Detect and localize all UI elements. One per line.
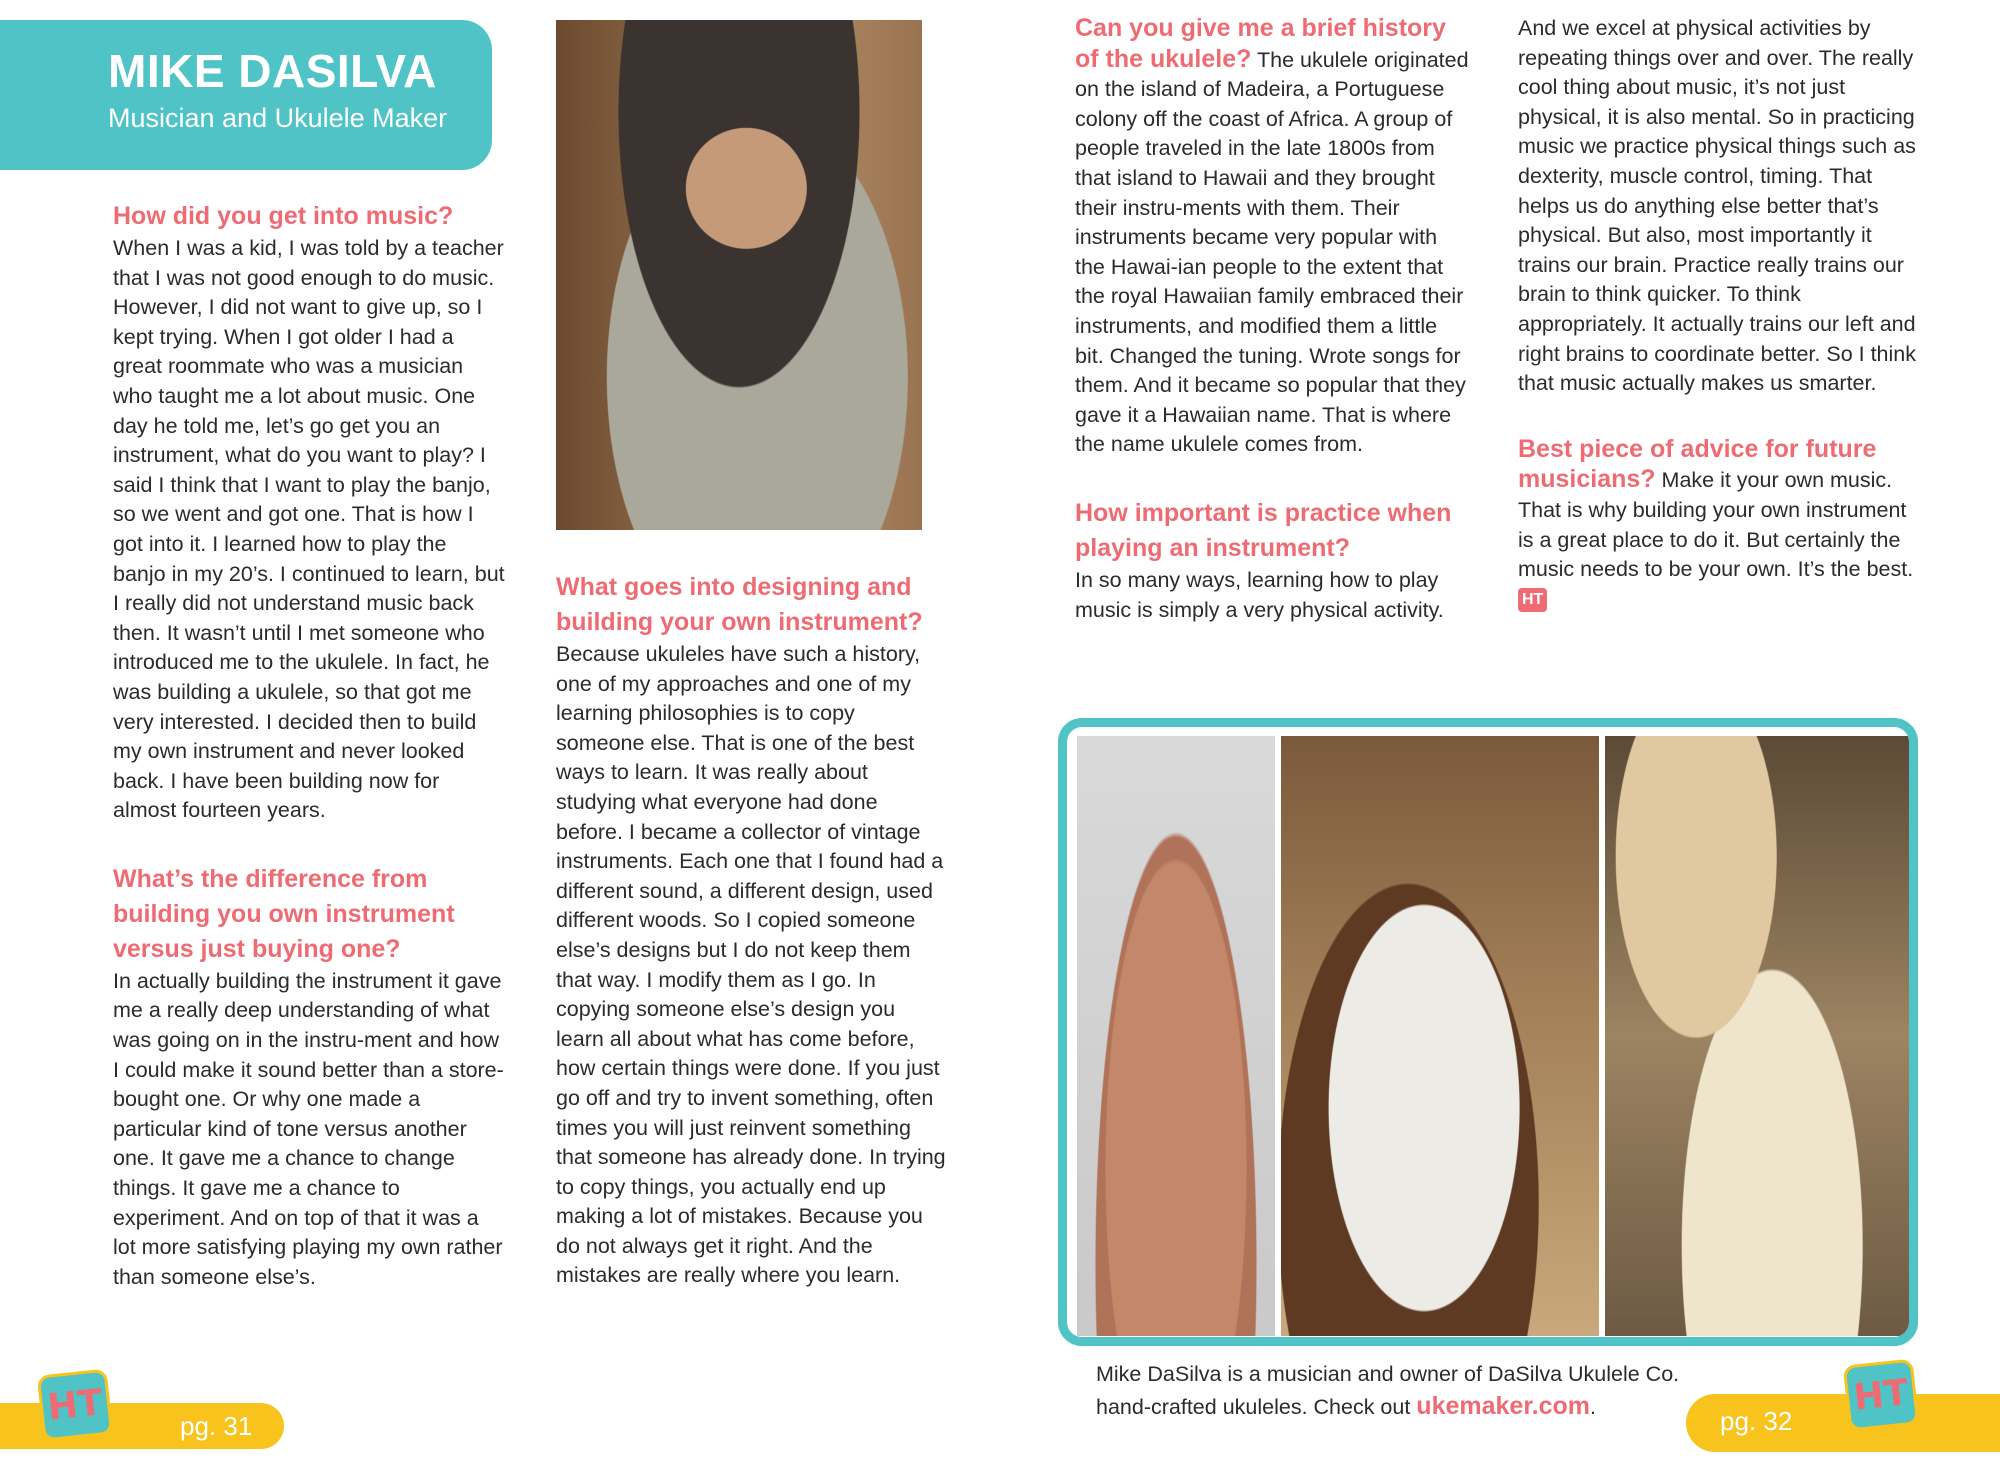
workshop-photo bbox=[1281, 736, 1599, 1336]
column-4 bbox=[1518, 14, 1918, 614]
answer-text: And we excel at physical activities by repeating things over and over. The really cool thing about music, it’s not just physical, it is also mental. So in practicing music we practice physical things such as dexterity, muscle control, timing. That helps us do anything else better that’s physical. But also, most importantly it trains our brain. Practice really trains our brain to think quicker. To think appropriately. It actually trains our left and right brains to coordinate better. So I think that music actually makes us smarter. bbox=[1518, 16, 1916, 396]
question-heading: How important is practice when playing an instrument? bbox=[1075, 498, 1452, 562]
question-heading: What’s the difference from building you own instrument versus just buying one? bbox=[113, 864, 455, 963]
answer-text: In so many ways, learning how to play music is simply a very physical activity. bbox=[1075, 567, 1444, 622]
website-link[interactable]: ukemaker.com bbox=[1416, 1392, 1591, 1420]
answer-text: Because ukuleles have such a history, one of my approaches and one of my learning philosophies is to copy someone else. That is one of the best ways to learn. It was really about studying what everyone had done before. I became a collector of vintage instruments. Each one that I found had a different sound, a different design, used different woods. So I copied someone else’s designs but I do not keep them that way. I modify them as I go. In copying someone else’s design you learn all about what has come before, how certain things were done. If you just go off and try to invent something, often times you will just reinvent something that someone has already done. In trying to copy things, you actually end up making a lot of mistakes. Because you do not always get it right. And the mistakes are really where you learn. bbox=[556, 642, 946, 1288]
page-number-right: pg. 32 bbox=[1720, 1406, 1793, 1436]
caption-text: Mike DaSilva is a musician and owner of DaSilva Ukulele Co. hand-crafted ukuleles. Check out bbox=[1096, 1362, 1680, 1419]
answer-text: Make it your own music. That is why building your own instrument is a great place to do it. But certainly the music needs to be your own. It’s the best. bbox=[1518, 468, 1914, 582]
caption-end: . bbox=[1590, 1395, 1596, 1419]
end-mark-icon: HT bbox=[1518, 588, 1547, 612]
question-answer-inline bbox=[1518, 435, 1918, 615]
page-tab-right bbox=[1686, 1394, 2000, 1452]
portrait-photo bbox=[556, 20, 922, 530]
question-heading: What goes into designing and building your own instrument? bbox=[556, 573, 923, 636]
question-answer-inline bbox=[1075, 14, 1471, 460]
page-number-left: pg. 31 bbox=[180, 1411, 253, 1441]
answer-text: The ukulele originated on the island of Madeira, a Portuguese colony off the coast of Africa. A group of people traveled in the late 1800s from that island to Hawaii and they brought their instru-ments with them. Their instruments became very popular with the Hawai-ian people to the extent that the royal Hawaiian family embraced their instruments, and modified them a little bit. Changed the tuning. Wrote songs for them. And it became so popular that they gave it a Hawaiian name. That is where the name ukulele comes from. bbox=[1075, 47, 1469, 457]
question-heading: Best piece of advice for future musicians? bbox=[1518, 434, 1877, 494]
column-2 bbox=[556, 570, 948, 1291]
interviewee-role: Musician and Ukulele Maker bbox=[108, 102, 448, 133]
photo-gallery bbox=[1058, 718, 1918, 1346]
answer-text: In actually building the instrument it gave me a really deep understanding of what was going on in the instru-ment and how I could make it sound better than a store-bought one. Or why one made a particular kind of tone versus another one. It gave me a chance to change things. It gave me a chance to experiment. And on top of that it was a lot more satisfying playing my own rather than someone else’s. bbox=[113, 968, 504, 1289]
ht-logo-icon: HT bbox=[1843, 1359, 1920, 1432]
photo-caption bbox=[1096, 1358, 1716, 1423]
title-banner bbox=[0, 20, 492, 170]
ht-logo-icon: HT bbox=[37, 1369, 114, 1442]
ukulele-bodies-photo bbox=[1605, 736, 1909, 1336]
interviewee-name: MIKE DASILVA bbox=[108, 45, 437, 97]
question-heading: How did you get into music? bbox=[113, 202, 454, 230]
question-heading: Can you give me a brief history of the ukulele? bbox=[1075, 14, 1446, 73]
answer-text: When I was a kid, I was told by a teacher that I was not good enough to do music. However, I did not want to give up, so I kept trying. When I got older I had a great roommate who was a musician who taught me a lot about music. One day he told me, let’s go get you an instrument, what do you want to play? I said I think that I want to play the banjo, so we went and got one. That is how I got into it. I learned how to play the banjo in my 20’s. I continued to learn, but I really did not understand music back then. It wasn’t until I met someone who introduced me to the ukulele. In fact, he was building a ukulele, so that got me very interested. I decided then to build my own instrument and never looked back. I have been building now for almost fourteen years. bbox=[113, 236, 505, 823]
column-1 bbox=[113, 199, 505, 1292]
column-3 bbox=[1075, 14, 1471, 625]
ukulele-photo bbox=[1077, 736, 1275, 1336]
